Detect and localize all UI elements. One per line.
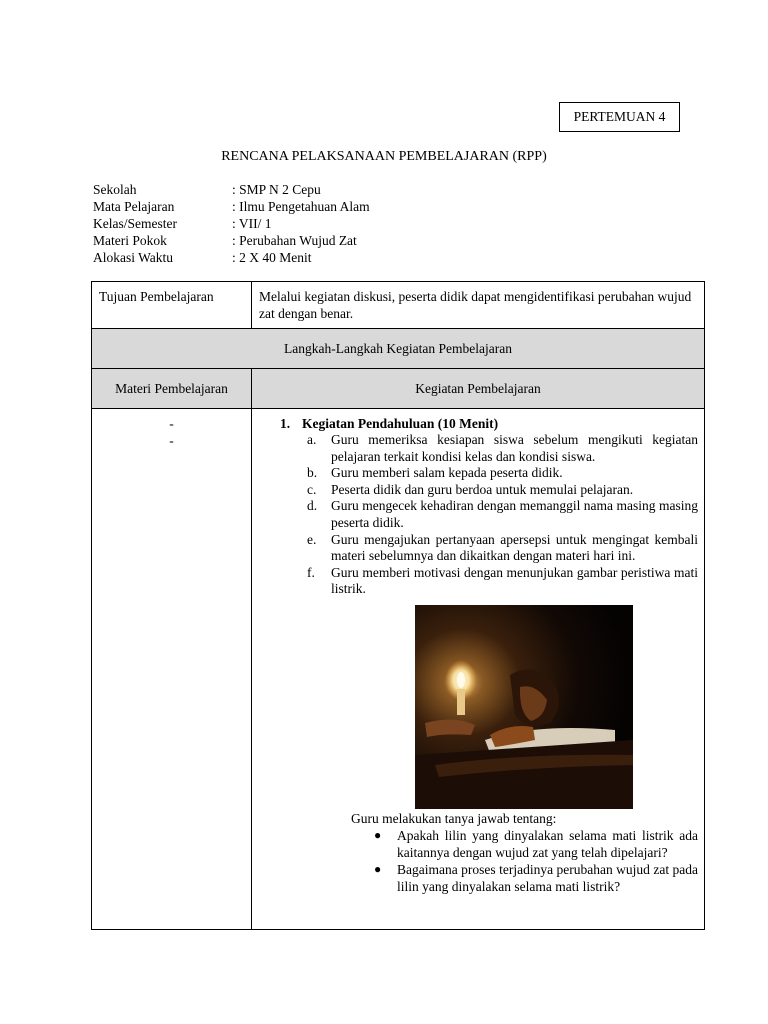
- identity-block: [93, 181, 370, 266]
- document-title: RENCANA PELAKSANAAN PEMBELAJARAN (RPP): [221, 149, 547, 164]
- list-item: [252, 465, 698, 482]
- meeting-label: PERTEMUAN 4: [573, 109, 666, 124]
- column-header-material: [92, 369, 252, 409]
- qa-list-clip: [252, 827, 698, 917]
- list-item: [252, 827, 698, 861]
- step-letter: e.: [307, 531, 317, 547]
- identity-value: : VII/ 1: [232, 216, 272, 231]
- section-heading: [252, 415, 698, 432]
- step-letter: a.: [307, 432, 317, 447]
- material-item: -: [169, 433, 174, 448]
- identity-value: : Ilmu Pengetahuan Alam: [232, 199, 370, 214]
- section-number: 1.: [280, 416, 291, 431]
- identity-row-subject: [93, 198, 370, 215]
- steps-heading-cell: [92, 329, 705, 369]
- qa-question: Apakah lilin yang dinyalakan selama mati listrik ada kaitannya dengan wujud zat yang telah dipelajari?: [397, 827, 698, 860]
- step-letter: d.: [307, 498, 318, 514]
- identity-value: : 2 X 40 Menit: [232, 250, 312, 265]
- identity-row-class: [93, 215, 370, 232]
- identity-row-topic: [93, 232, 370, 249]
- steps-heading-row: [92, 329, 705, 369]
- identity-label: Mata Pelajaran: [93, 199, 175, 214]
- qa-intro: Guru melakukan tanya jawab tentang:: [351, 810, 557, 826]
- identity-label: Sekolah: [93, 182, 137, 197]
- step-letter: f.: [307, 564, 315, 580]
- column-header-activity-label: Kegiatan Pembelajaran: [415, 380, 541, 396]
- objective-row: [92, 282, 705, 329]
- activity-cell: [252, 409, 705, 930]
- objective-label-cell: [92, 282, 252, 329]
- identity-value: : SMP N 2 Cepu: [232, 182, 321, 197]
- column-header-row: [92, 369, 705, 409]
- qa-question: Bagaimana proses terjadinya perubahan wujud zat pada lilin yang dinyalakan selama mati listrik?: [397, 861, 698, 894]
- list-item: [252, 565, 698, 598]
- bullet-icon: ●: [374, 827, 382, 842]
- column-header-material-label: Materi Pembelajaran: [115, 380, 228, 396]
- identity-row-school: [93, 181, 370, 198]
- identity-row-time: [93, 249, 370, 266]
- step-text: Peserta didik dan guru berdoa untuk memulai pelajaran.: [331, 481, 634, 497]
- objective-text: Melalui kegiatan diskusi, peserta didik dapat mengidentifikasi perubahan wujud zat dengan benar.: [259, 289, 692, 321]
- step-text: Guru memeriksa kesiapan siswa sebelum mengikuti kegiatan pelajaran terkait kondisi kelas dan kondisi siswa.: [331, 432, 698, 464]
- content-row: [92, 409, 705, 930]
- qa-list: [252, 827, 698, 895]
- step-text: Guru memberi salam kepada peserta didik.: [331, 465, 563, 481]
- step-text: Guru memberi motivasi dengan menunjukan gambar peristiwa mati listrik.: [331, 564, 698, 597]
- identity-value: : Perubahan Wujud Zat: [232, 233, 357, 248]
- bullet-icon: ●: [374, 861, 382, 876]
- identity-label: Materi Pokok: [93, 233, 167, 248]
- identity-label: Kelas/Semester: [93, 216, 177, 231]
- candle-photo: [415, 605, 633, 809]
- activity-steps: [252, 432, 698, 598]
- list-item: [252, 432, 698, 465]
- list-item: [252, 482, 698, 499]
- list-item: [252, 532, 698, 565]
- column-header-activity: [252, 369, 705, 409]
- list-item: [252, 498, 698, 531]
- section-title: Kegiatan Pendahuluan (10 Menit): [302, 416, 499, 431]
- objective-text-cell: [252, 282, 705, 329]
- material-cell: [92, 409, 252, 930]
- step-letter: b.: [307, 465, 318, 481]
- step-text: Guru mengajukan pertanyaan apersepsi untuk mengingat kembali materi sebelumnya dan dikaitkan dengan materi hari ini.: [331, 531, 698, 564]
- lesson-plan-table: [91, 281, 705, 930]
- material-item: -: [169, 416, 174, 431]
- material-list: [92, 409, 251, 449]
- steps-heading: Langkah-Langkah Kegiatan Pembelajaran: [284, 340, 512, 356]
- identity-label: Alokasi Waktu: [93, 250, 174, 265]
- meeting-label-box: [559, 102, 680, 132]
- step-letter: c.: [307, 481, 317, 497]
- step-text: Guru mengecek kehadiran dengan memanggil nama masing masing peserta didik.: [331, 498, 698, 530]
- list-item: [252, 861, 698, 895]
- objective-label: Tujuan Pembelajaran: [99, 289, 214, 304]
